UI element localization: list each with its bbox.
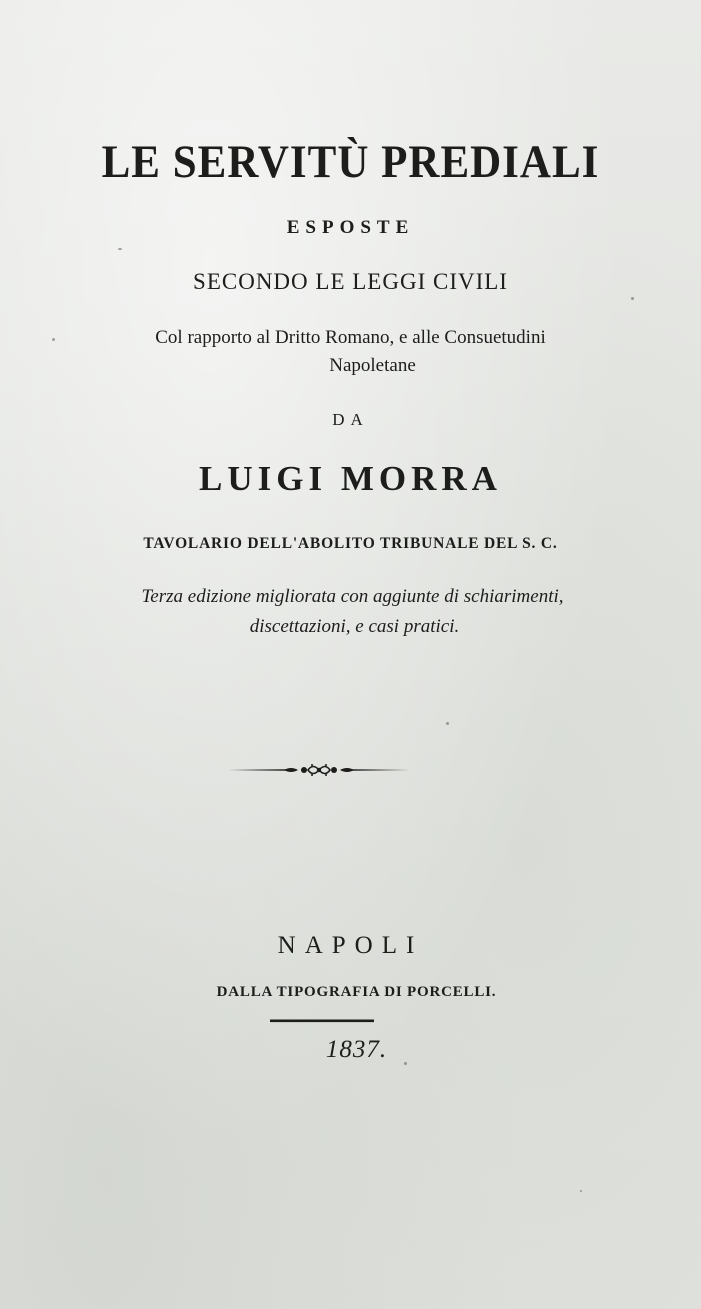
paper-speck	[404, 1062, 407, 1065]
divider-rule-icon	[270, 1019, 374, 1023]
relation-line-2: Napoletane	[329, 355, 416, 376]
paper-speck	[446, 722, 449, 725]
edition-line-2: discettazioni, e casi pratici.	[249, 616, 460, 637]
place-of-publication: NAPOLI	[277, 932, 424, 959]
relation-line-1: Col rapporto al Dritto Romano, e alle Consuetudini	[155, 327, 546, 348]
paper-speck	[631, 297, 634, 300]
publication-year: 1837.	[325, 1036, 388, 1063]
author-role: TAVOLARIO DELL'ABOLITO TRIBUNALE DEL S. C.	[143, 535, 558, 552]
subtitle-word: ESPOSTE	[286, 217, 415, 238]
paper-speck	[52, 338, 55, 341]
book-title: LE SERVITÙ PREDIALI	[101, 137, 600, 188]
printer: DALLA TIPOGRAFIA DI PORCELLI.	[216, 984, 497, 1000]
ornament-rule-icon	[228, 760, 410, 780]
edition-line-1: Terza edizione migliorata con aggiunte di schiarimenti,	[141, 586, 564, 607]
paper-speck	[580, 1190, 582, 1192]
by-line: DA	[332, 410, 369, 429]
author-name: LUIGI MORRA	[199, 459, 502, 498]
paper-speck	[118, 248, 122, 250]
subtitle: SECONDO LE LEGGI CIVILI	[193, 269, 508, 294]
